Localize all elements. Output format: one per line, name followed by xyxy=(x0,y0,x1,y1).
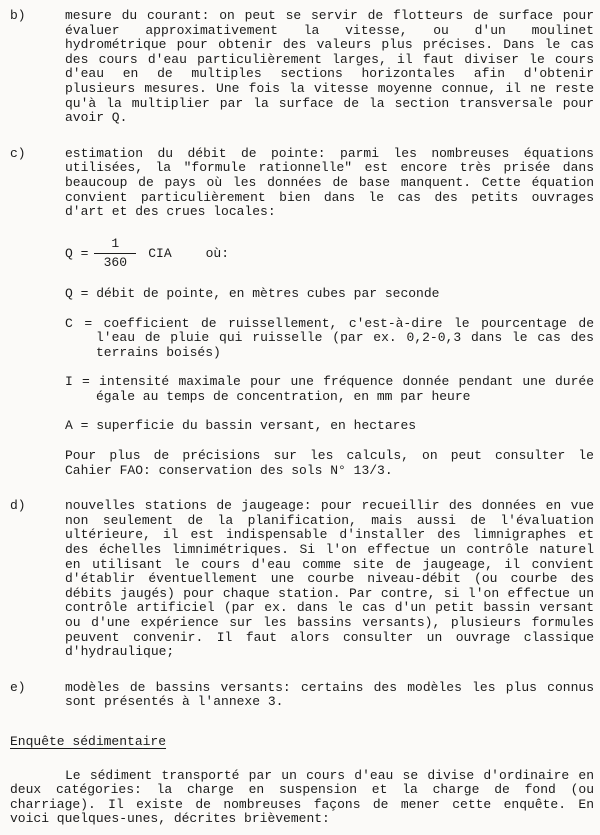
list-item-b-text: mesure du courant: on peut se servir de flotteurs de surface pour évaluer approximativement la vitesse, ou d'un moulinet hydrométrique pour obtenir des valeurs plus précises. Dans le cas des cours d'eau particulièrement larges, il faut diviser le cours d'eau en de multiples sections horizontales afin d'obtenir plusieurs mesures. Une fois la vitesse moyenne connue, il ne reste qu'à la multiplier par la surface de la section transversale pour avoir Q. xyxy=(65,8,594,126)
definition-i: I = intensité maximale pour une fréquence donnée pendant une durée égale au temps de concentration, en mm par heure xyxy=(65,374,594,404)
list-item-e-text: modèles de bassins versants: certains des modèles les plus connus sont présentés à l'annexe 3. xyxy=(65,679,594,710)
list-item-c xyxy=(10,147,594,479)
formula-where-label: où: xyxy=(205,245,230,261)
formula-fraction xyxy=(94,237,136,271)
list-item-c-label: c) xyxy=(10,145,26,161)
list-item-b xyxy=(10,9,594,126)
list-item-e xyxy=(10,681,594,710)
list-item-d-body xyxy=(65,499,594,660)
fao-reference-note: Pour plus de précisions sur les calculs, on peut consulter le Cahier FAO: conservation des sols N° 13/3. xyxy=(65,448,594,478)
closing-paragraph: Le sédiment transporté par un cours d'eau se divise d'ordinaire en deux catégories: la charge en suspension et la charge de fond (ou charriage). Il existe de nombreuses façons de mener cette enquête. En voici quelques-unes, décrites brièvement: xyxy=(10,767,594,827)
section-heading: Enquête sédimentaire xyxy=(10,733,167,749)
formula-numerator: 1 xyxy=(94,237,136,255)
definition-a: A = superficie du bassin versant, en hectares xyxy=(65,418,417,434)
list-item-d-label: d) xyxy=(10,498,26,514)
list-item-c-body xyxy=(65,147,594,479)
list-item-c-intro: estimation du débit de pointe: parmi les nombreuses équations utilisées, la "formule rationnelle" est encore très prisée dans beaucoup de pays où les données de base manquent. Cette équation convient particulièrement bien dans le cas des petits ouvrages d'art et des crues locales: xyxy=(65,145,594,220)
formula-rhs: CIA xyxy=(148,245,172,261)
formula-denominator: 360 xyxy=(103,255,128,271)
list-item-b-body xyxy=(65,9,594,126)
list-item-e-label: e) xyxy=(10,679,26,695)
definition-c: C = coefficient de ruissellement, c'est-à-dire le pourcentage de l'eau de pluie qui ruisselle (par ex. 0,2-0,3 dans le cas des terrains boisés) xyxy=(65,315,594,360)
rational-formula xyxy=(65,237,594,271)
list-item-e-body xyxy=(65,681,594,710)
definition-q: Q = débit de pointe, en mètres cubes par seconde xyxy=(65,285,440,301)
formula-lhs: Q = xyxy=(65,245,89,261)
list-item-d-text: nouvelles stations de jaugeage: pour recueillir des données en vue non seulement de la planification, mais aussi de l'évaluation ultérieure, il est indispensable d'installer des limnigraphes et des échelles limnimétriques. Si l'on effectue un contrôle naturel en utilisant le cours d'eau comme site de jaugeage, il convient d'établir éventuellement une courbe niveau-débit (ou courbe des débits jaugés) pour chaque station. Par contre, si l'on effectue un contrôle artificiel (par ex. dans le cas d'un petit bassin versant ou d'une expérience sur les bassins versants), plusieurs formules peuvent convenir. Il faut alors consulter un ouvrage classique d'hydraulique; xyxy=(65,498,594,660)
list-item-b-label: b) xyxy=(10,8,26,23)
list-item-d xyxy=(10,499,594,660)
